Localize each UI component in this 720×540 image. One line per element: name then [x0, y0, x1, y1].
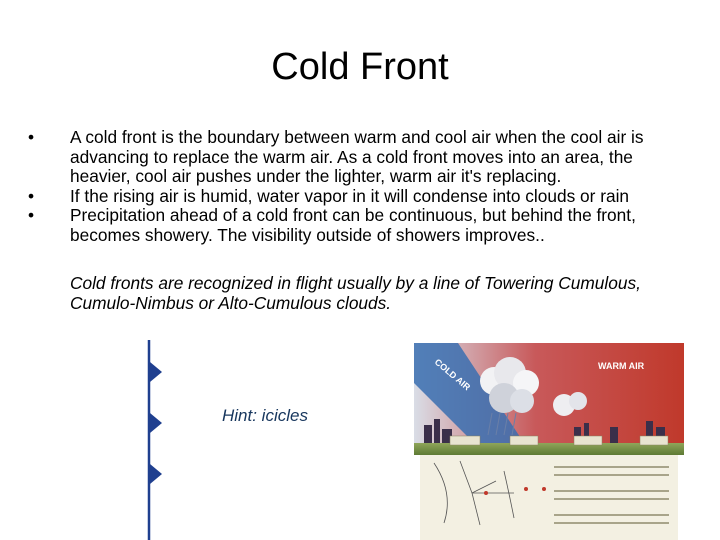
front-triangle-icon [150, 362, 162, 382]
bullet-text: If the rising air is humid, water vapor in it will condense into clouds or rain [70, 185, 630, 206]
bullet-list [28, 128, 698, 246]
bullet-text: A cold front is the boundary between warm and cool air when the cool air is advancing to replace the warm air. As a cold front moves into an area, the heavier, cool air pushes under the lighter, warm air it's replacing. [70, 127, 644, 187]
bullet-dot-icon: • [28, 185, 35, 206]
bullet-dot-icon: • [28, 205, 35, 226]
front-triangle-icon [150, 464, 162, 484]
hint-text: Hint: icicles [222, 406, 308, 425]
warm-air-label: WARM AIR [598, 361, 645, 371]
bullet-item [28, 206, 698, 245]
flight-note: Cold fronts are recognized in flight usually by a line of Towering Cumulous, Cumulo-Nimbus or Alto-Cumulous clouds. [70, 273, 641, 313]
bullet-dot-icon: • [28, 127, 35, 147]
cold-front-symbol [138, 340, 170, 540]
bullet-text: Precipitation ahead of a cold front can be continuous, but behind the front, becomes showery. The visibility outside of showers improves.. [70, 205, 636, 245]
bullet-item [28, 128, 698, 187]
front-triangle-icon [150, 413, 162, 433]
bullet-item [28, 187, 698, 207]
cold-front-diagram [414, 343, 684, 540]
slide-title: Cold Front [271, 46, 449, 88]
cold-air-label: COLD AIR [432, 356, 473, 393]
